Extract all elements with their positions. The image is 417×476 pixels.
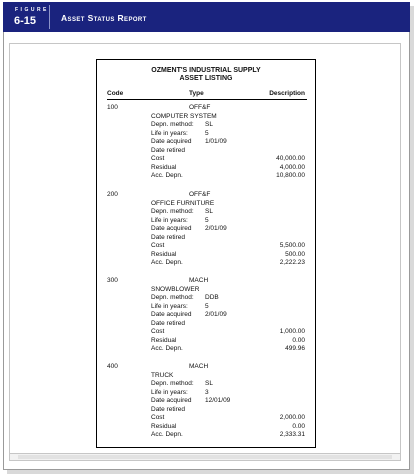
asset-amount: 500.00 [285, 250, 305, 258]
asset-field-label: Depn. method: [151, 208, 194, 215]
asset-field-label: Acc. Depn. [151, 431, 183, 438]
asset-code: 300 [107, 277, 118, 284]
horizontal-scrollbar[interactable] [9, 453, 401, 461]
header-divider [49, 5, 50, 29]
asset-field-label: Depn. method: [151, 121, 194, 128]
asset-field-value: 2/01/09 [205, 225, 227, 232]
asset-field-label: Date acquired [151, 397, 192, 404]
asset-type: MACH [189, 277, 209, 284]
asset-field-label: Date retired [151, 405, 185, 413]
asset-field-value: 3 [205, 388, 209, 396]
asset-field-label: Cost [151, 155, 165, 162]
report-company: OZMENT'S INDUSTRIAL SUPPLY [151, 67, 261, 74]
asset-code: 200 [107, 191, 118, 198]
asset-field-value: SL [205, 121, 213, 128]
asset-listing-report [96, 59, 316, 448]
asset-field-label: Acc. Depn. [151, 345, 183, 352]
asset-field-label: Depn. method: [151, 380, 194, 387]
column-header-code: Code [107, 90, 124, 97]
asset-field-label: Residual [151, 336, 177, 344]
asset-field-label: Cost [151, 414, 165, 421]
asset-field-label: Date acquired [151, 311, 192, 318]
asset-amount: 0.00 [292, 336, 305, 344]
asset-field-label: Residual [151, 422, 177, 430]
asset-field-label: Date retired [151, 233, 185, 241]
asset-field-value: 5 [205, 216, 209, 224]
asset-field-label: Date retired [151, 319, 185, 327]
asset-field-value: SL [205, 380, 213, 387]
column-header-type: Type [189, 90, 204, 97]
asset-field-label: Cost [151, 328, 165, 335]
asset-code: 400 [107, 363, 118, 370]
asset-amount: 1,000.00 [279, 328, 305, 335]
asset-amount: 4,000.00 [279, 163, 305, 171]
asset-field-label: Date retired [151, 146, 185, 154]
asset-type: OFF&F [189, 191, 211, 198]
asset-field-label: Life in years: [151, 388, 188, 396]
asset-amount: 2,222.23 [279, 259, 305, 266]
figure-number: 6-15 [14, 15, 37, 27]
report-subtitle: ASSET LISTING [179, 75, 233, 82]
asset-field-value: 12/01/09 [205, 397, 231, 404]
asset-field-value: 2/01/09 [205, 311, 227, 318]
figure-title: Asset Status Report [61, 13, 147, 23]
column-header-description: Description [269, 90, 305, 97]
asset-field-label: Date acquired [151, 138, 192, 145]
asset-field-value: 5 [205, 129, 209, 137]
asset-field-label: Acc. Depn. [151, 259, 183, 266]
asset-amount: 0.00 [292, 422, 305, 430]
figure-header [3, 2, 410, 32]
asset-type: OFF&F [189, 104, 211, 111]
header-rule [107, 99, 307, 100]
asset-amount: 5,500.00 [279, 242, 305, 249]
asset-amount: 499.96 [285, 345, 305, 352]
asset-field-label: Date acquired [151, 225, 192, 232]
asset-field-label: SNOWBLOWER [151, 285, 200, 293]
figure-label: FIGURE [15, 7, 49, 13]
asset-field-value: DDB [205, 294, 219, 301]
asset-field-label: Life in years: [151, 129, 188, 137]
asset-field-label: Life in years: [151, 216, 188, 224]
asset-field-value: 1/01/09 [205, 138, 227, 145]
asset-amount: 2,000.00 [279, 414, 305, 421]
asset-field-label: TRUCK [151, 371, 174, 379]
asset-field-label: Depn. method: [151, 294, 194, 301]
scrollbar-thumb[interactable] [18, 455, 392, 459]
asset-type: MACH [189, 363, 209, 370]
asset-amount: 40,000.00 [276, 155, 305, 162]
asset-field-label: Residual [151, 163, 177, 171]
asset-field-label: Acc. Depn. [151, 172, 183, 179]
asset-field-label: COMPUTER SYSTEM [151, 112, 217, 120]
asset-field-label: OFFICE FURNITURE [151, 199, 215, 207]
asset-amount: 10,800.00 [276, 172, 305, 179]
asset-amount: 2,333.31 [279, 431, 305, 438]
asset-code: 100 [107, 104, 118, 111]
asset-field-label: Cost [151, 242, 165, 249]
asset-field-label: Life in years: [151, 302, 188, 310]
asset-field-value: SL [205, 208, 213, 215]
asset-field-value: 5 [205, 302, 209, 310]
asset-field-label: Residual [151, 250, 177, 258]
